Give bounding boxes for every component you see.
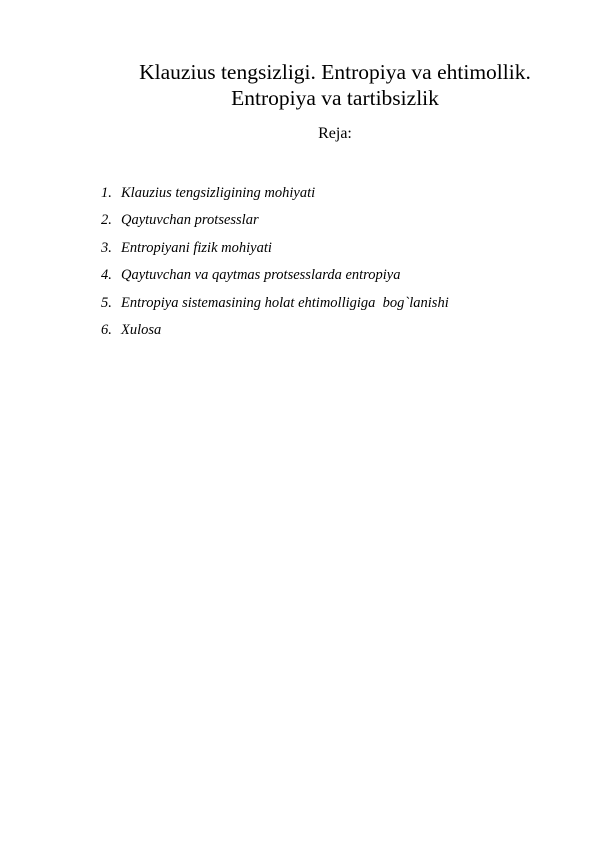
plan-item-text: Entropiyani fizik mohiyati — [121, 239, 272, 256]
document-title — [100, 59, 570, 111]
plan-item-number: 2. — [101, 212, 112, 229]
plan-heading: Reja: — [318, 125, 352, 142]
plan-item-text: Klauzius tengsizligining mohiyati — [121, 185, 316, 201]
plan-item-text: Qaytuvchan va qaytmas protsesslarda entropiya — [121, 267, 401, 284]
plan-item-text: Entropiya sistemasining holat ehtimolligiga bog`lanishi — [121, 294, 449, 311]
plan-item-number: 1. — [101, 185, 112, 201]
plan-item-number: 3. — [101, 239, 112, 256]
plan-item-text: Xulosa — [121, 321, 162, 338]
plan-item-number: 4. — [101, 267, 112, 284]
title-line-1: Klauzius tengsizligi. Entropiya va ehtimollik. — [139, 60, 531, 84]
title-line-2: Entropiya va tartibsizlik — [231, 86, 439, 110]
plan-item-number: 5. — [101, 294, 112, 311]
plan-item-text: Qaytuvchan protsesslar — [121, 212, 259, 229]
plan-item-number: 6. — [101, 321, 112, 338]
